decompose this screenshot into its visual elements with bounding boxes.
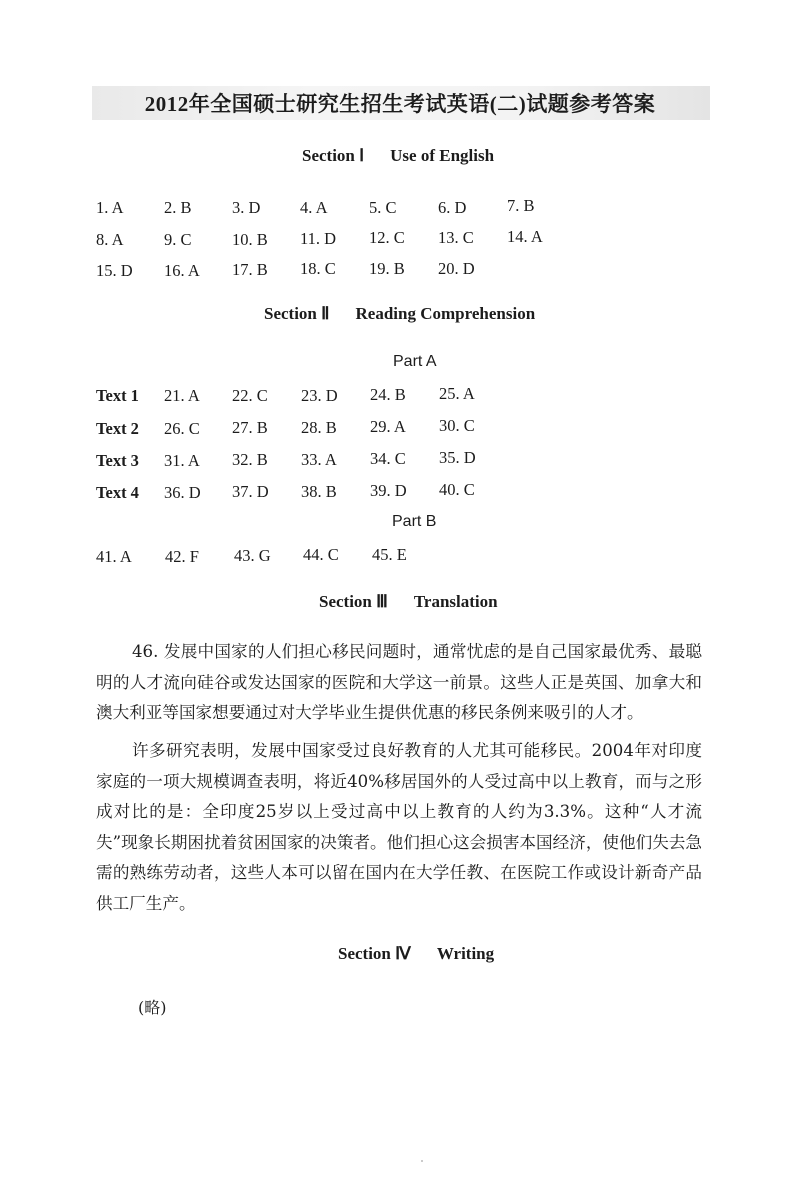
answer-item: 8. A: [96, 230, 124, 249]
answer-item: 42. F: [165, 547, 199, 566]
answer-item: 36. D: [164, 483, 201, 502]
section-1-name: Use of English: [390, 146, 495, 165]
answer-item: 2. B: [164, 198, 192, 217]
answer-item: 40. C: [439, 480, 475, 499]
answer-item: 19. B: [369, 259, 405, 278]
answer-item: 34. C: [370, 449, 406, 468]
answer-item: 16. A: [164, 261, 200, 280]
answer-item: 14. A: [507, 227, 543, 246]
answer-item: 29. A: [370, 417, 406, 436]
answer-item: 31. A: [164, 451, 200, 470]
scan-speck: [421, 1160, 423, 1162]
answer-item: 38. B: [301, 482, 337, 501]
section-4-number: Section Ⅳ: [338, 944, 411, 963]
answer-item: 25. A: [439, 384, 475, 403]
answer-item: 37. D: [232, 482, 269, 501]
answer-item: 24. B: [370, 385, 406, 404]
section-2-name: Reading Comprehension: [355, 304, 536, 323]
page-title: 2012年全国硕士研究生招生考试英语(二)试题参考答案: [144, 92, 656, 116]
text-2-label: Text 2: [96, 419, 139, 438]
section-1-heading: [302, 146, 494, 166]
answer-item: 41. A: [96, 547, 132, 566]
answer-item: 20. D: [438, 259, 475, 278]
answer-item: 43. G: [234, 546, 271, 565]
answer-item: 4. A: [300, 198, 328, 217]
answer-item: 11. D: [300, 229, 337, 248]
answer-item: 13. C: [438, 228, 474, 247]
section-2-heading: [264, 304, 535, 324]
answer-item: 33. A: [301, 450, 337, 469]
answer-item: 12. C: [369, 228, 405, 247]
answer-item: 28. B: [301, 418, 337, 437]
answer-item: 7. B: [507, 196, 535, 215]
answer-item: 39. D: [370, 481, 407, 500]
answer-item: 32. B: [232, 450, 268, 469]
answer-item: 45. E: [372, 545, 407, 564]
answer-item: 23. D: [301, 386, 338, 405]
answer-item: 26. C: [164, 419, 200, 438]
part-a-label: Part A: [393, 353, 437, 370]
answer-item: 10. B: [232, 230, 268, 249]
answer-item: 35. D: [439, 448, 476, 467]
translation-paragraph-1: 46. 发展中国家的人们担心移民问题时，通常忧虑的是自己国家最优秀、最聪明的人才流向硅谷或发达国家的医院和大学这一前景。这些人正是英国、加拿大和澳大利亚等国家想要通过对大学毕业生提供优惠的移民条例来吸引的人才。: [96, 642, 702, 722]
section-4-heading: [338, 944, 494, 964]
text-3-label: Text 3: [96, 451, 139, 470]
writing-omitted-note: (略): [138, 998, 167, 1017]
answer-item: 17. B: [232, 260, 268, 279]
text-1-label: Text 1: [96, 386, 139, 405]
section-3-number: Section Ⅲ: [319, 592, 388, 611]
answer-item: 30. C: [439, 416, 475, 435]
answer-item: 1. A: [96, 198, 124, 217]
section-4-name: Writing: [436, 944, 495, 963]
section-3-name: Translation: [413, 592, 498, 611]
text-4-label: Text 4: [96, 483, 139, 502]
answer-item: 21. A: [164, 386, 200, 405]
translation-paragraph-2: 许多研究表明，发展中国家受过良好教育的人尤其可能移民。2004年对印度家庭的一项大规模调查表明，将近40%移居国外的人受过高中以上教育，而与之形成对比的是：全印度25岁以上受过高中以上教育的人约为3.3%。这种“人才流失”现象长期困扰着贫困国家的决策者。他们担心这会损害本国经济，使他们失去急需的熟练劳动者，这些人本可以留在国内在大学任教、在医院工作或设计新奇产品供工厂生产。: [96, 741, 702, 913]
part-b-label: Part B: [392, 513, 437, 530]
answer-item: 9. C: [164, 230, 192, 249]
answer-item: 6. D: [438, 198, 467, 217]
answer-item: 5. C: [369, 198, 397, 217]
answer-item: 44. C: [303, 545, 339, 564]
answer-item: 22. C: [232, 386, 268, 405]
section-3-heading: [319, 592, 498, 612]
answer-item: 3. D: [232, 198, 261, 217]
section-1-number: Section Ⅰ: [302, 146, 365, 165]
answer-item: 27. B: [232, 418, 268, 437]
answer-item: 18. C: [300, 259, 336, 278]
section-2-number: Section Ⅱ: [264, 304, 330, 323]
answer-item: 15. D: [96, 261, 133, 280]
